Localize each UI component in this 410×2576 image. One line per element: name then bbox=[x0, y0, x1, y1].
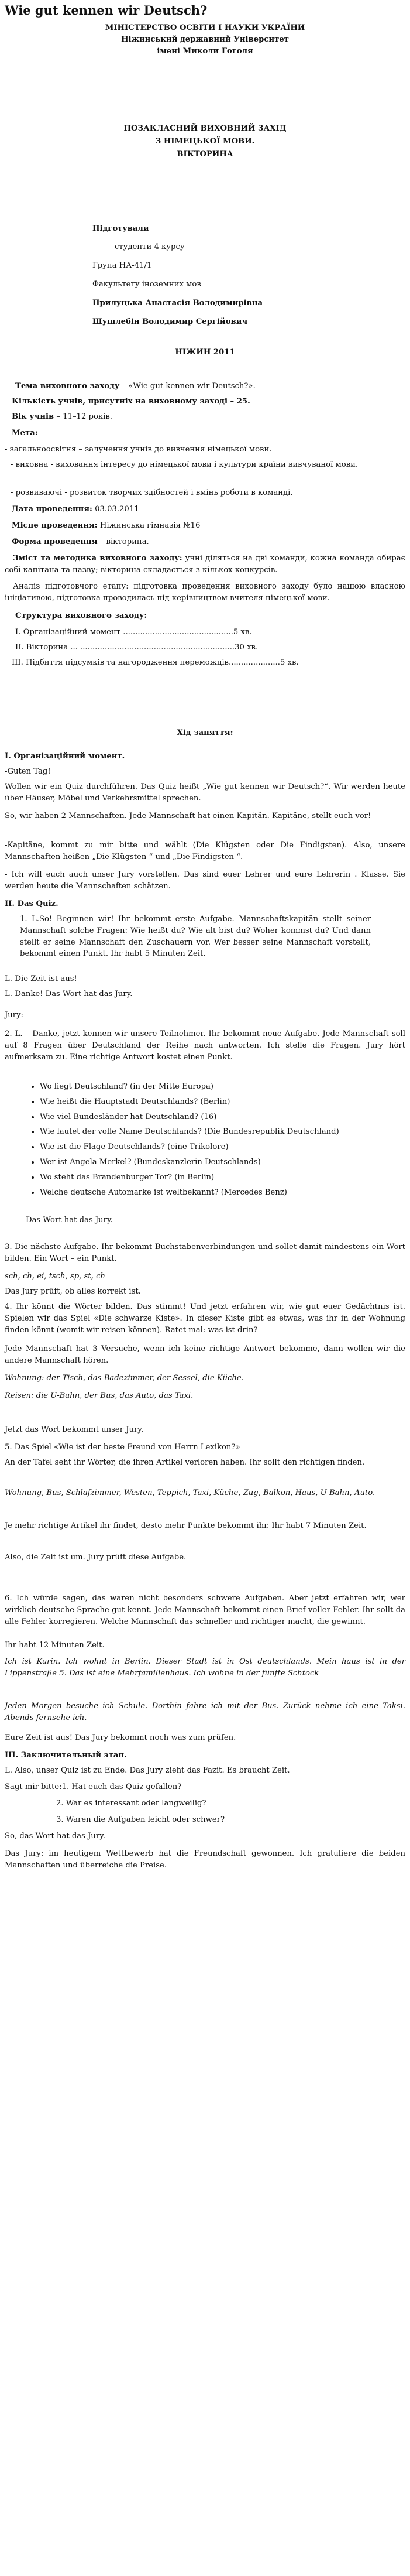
document-title: Wie gut kennen wir Deutsch? bbox=[5, 3, 208, 18]
paragraph-quiz-intro: Wollen wir ein Quiz durchführen. Das Quiz heißt „Wie gut kennen wir Deutsch?“. Wir werden heute über Häuser, Möbel und Verkehrsmittel sprechen. bbox=[5, 782, 405, 803]
list-item: • Wer ist Angela Merkel? (Bundeskanzlerin Deutschlands) bbox=[40, 1157, 405, 1168]
author-1: Прилуцька Анастасія Володимирівна bbox=[92, 299, 263, 307]
task-5-points: Je mehr richtige Artikel ihr findet, desto mehr Punkte bekommt ihr. Ihr habt 7 Minuten Zeit. bbox=[5, 1521, 367, 1530]
task-4: 4. Ihr könnt die Wörter bilden. Das stimmt! Und jetzt erfahren wir, wie gut euer Gedächtnis ist. Spielen wir das Spiel «Die schwarze Kiste». In dieser Kiste gibt es etwas, was ihr in der Wohnung finden könnt (womit wir reisen können). Ratet mal: was ist drin? bbox=[5, 1302, 405, 1335]
students-year: студенти 4 курсу bbox=[115, 242, 185, 251]
aims-label: Мета: bbox=[12, 429, 38, 437]
jury-word-line-2: Das Wort hat das Jury. bbox=[26, 1216, 113, 1224]
date-line: Дата проведення: 03.03.2011 bbox=[12, 505, 139, 514]
section-2-title: ІІ. Das Quiz. bbox=[5, 899, 58, 908]
list-item: • Wie heißt die Hauptstadt Deutschlands? (Berlin) bbox=[40, 1096, 405, 1108]
aim-educational: - виховна - виховання інтересу до німецької мови і культури країни вивчуваної мови. bbox=[11, 460, 359, 469]
final-question-3: 3. Waren die Aufgaben leicht oder schwer? bbox=[56, 1815, 225, 1824]
final-jury-word: So, das Wort hat das Jury. bbox=[5, 1832, 106, 1841]
final-question-2: 2. War es interessant oder langweilig? bbox=[56, 1799, 206, 1808]
course-title: Хід заняття: bbox=[177, 728, 233, 737]
age-line: Вік учнів – 11–12 років. bbox=[12, 412, 112, 421]
list-item: • Wie ist die Flage Deutschlands? (eine Trikolore) bbox=[40, 1141, 405, 1153]
task-6-time-up: Eure Zeit ist aus! Das Jury bekommt noch was zum prüfen. bbox=[5, 1733, 236, 1742]
event-title-line3: ВІКТОРИНА bbox=[177, 150, 233, 159]
author-2: Шушлебін Володимир Сергійович bbox=[92, 317, 248, 326]
structure-item-2: ІІ. Вікторина ... ...............................................................30 хв. bbox=[15, 643, 259, 652]
university-heading: Ніжинський державний Університет bbox=[121, 35, 289, 44]
time-up-line: L.-Die Zeit ist aus! bbox=[5, 974, 77, 983]
list-item: • Wo liegt Deutschland? (in der Mitte Europa) bbox=[40, 1081, 405, 1093]
word-list: Wohnung, Bus, Schlafzimmer, Westen, Teppich, Taxi, Küche, Zug, Balkon, Haus, U-Bahn, Auto. bbox=[5, 1489, 375, 1497]
list-item: • Welche deutsche Automarke ist weltbekannt? (Mercedes Benz) bbox=[40, 1187, 405, 1199]
final-question-1: Sagt mir bitte:1. Hat euch das Quiz gefallen? bbox=[5, 1783, 182, 1791]
greeting-line: -Guten Tag! bbox=[5, 767, 51, 776]
ministry-heading: МІНІСТЕРСТВО ОСВІТИ І НАУКИ УКРАЇНИ bbox=[105, 23, 305, 32]
aim-developmental: - розвиваючі - розвиток творчих здібностей і вмінь роботи в команді. bbox=[11, 488, 293, 497]
task-4-attempts: Jede Mannschaft hat 3 Versuche, wenn ich keine richtige Antwort bekomme, dann wollen wir die andere Mannschaft hören. bbox=[5, 1345, 405, 1365]
university-named-after: імені Миколи Гоголя bbox=[157, 47, 253, 56]
prepared-by-label: Підготували bbox=[92, 224, 149, 233]
paragraph-captains: -Kapitäne, kommt zu mir bitte und wählt (Die Klügsten oder Die Findigsten). Also, unsere Mannschaften heißen „Die Klügsten “ und „Die Findigsten “. bbox=[5, 841, 405, 861]
jury-check-line: Das Jury prüft, ob alles korrekt ist. bbox=[5, 1287, 141, 1296]
analysis-paragraph: Аналіз підготовчого етапу: підготовка проведення виховного заходу було нашою власною ініціативою, підготовка проводилась під керівництвом вчителя німецької мови. bbox=[5, 582, 405, 603]
task-5: 5. Das Spiel «Wie ist der beste Freund von Herrn Lexikon?» bbox=[5, 1443, 240, 1452]
topic-line: Тема виховного заходу – «Wie gut kennen wir Deutsch?». bbox=[15, 382, 256, 391]
task-5-description: An der Tafel seht ihr Wörter, die ihren Artikel verloren haben. Ihr sollt den richtigen finden. bbox=[5, 1458, 365, 1467]
jury-points-line: Jetzt das Wort bekommt unser Jury. bbox=[5, 1425, 144, 1434]
section-3-title: ІІІ. Заключительный этап. bbox=[5, 1751, 127, 1760]
list-item: • Wie viel Bundesländer hat Deutschland? (16) bbox=[40, 1111, 405, 1123]
paragraph-jury-intro: - Ich will euch auch unser Jury vorstellen. Das sind euer Lehrer und eure Lehrerin . Klasse. Sie werden heute die Mannschaften schätzen. bbox=[5, 870, 405, 891]
structure-item-3: ІІІ. Підбиття підсумків та нагородження переможців.....................5 хв. bbox=[12, 658, 299, 667]
group-name: Група НА-41/1 bbox=[92, 261, 152, 270]
answers-travel: Reisen: die U-Bahn, der Bus, das Auto, das Taxi. bbox=[5, 1391, 194, 1400]
form-line: Форма проведення – вікторина. bbox=[12, 538, 149, 546]
task-1: 1. L.So! Beginnen wir! Ihr bekommt erste Aufgabe. Mannschaftskapitän stellt seiner Mannschaft solche Fragen: Wie heißt du? Wie alt bist du? Woher kommst du? Und dann stellt er seine Mannschaft den Zuschauern vor. Wer besser seine Mannschaft vorstellt, bekommt einen Punkt. Ihr habt 5 Minuten Zeit. bbox=[20, 915, 371, 959]
jury-label: Jury: bbox=[5, 1011, 23, 1020]
task-2: 2. L. – Danke, jetzt kennen wir unsere Teilnehmer. Ihr bekommt neue Aufgabe. Jede Mannschaft soll auf 8 Fragen über Deutschland der Reihe nach antworten. Ich stelle die Fragen. Jury hört aufmerksam zu. Eine richtige Antwort kostet einen Punkt. bbox=[5, 1029, 405, 1062]
task-6-time: Ihr habt 12 Minuten Zeit. bbox=[5, 1641, 105, 1650]
section-1-title: І. Організаційний момент. bbox=[5, 752, 125, 761]
final-jury-result: Das Jury: im heutigem Wettbewerb hat die Freundschaft gewonnen. Ich gratuliere die beiden Mannschaften und überreiche die Preise. bbox=[5, 1849, 405, 1870]
faculty-name: Факультету іноземних мов bbox=[92, 280, 201, 289]
structure-item-1: І. Організаційний момент .............................................5 хв. bbox=[15, 628, 252, 637]
place-line: Місце проведення: Ніжинська гімназія №16 bbox=[12, 521, 201, 530]
task-6: 6. Ich würde sagen, das waren nicht besonders schwere Aufgaben. Aber jetzt erfahren wir, wer wirklich deutsche Sprache gut kennt. Jede Mannschaft bekommt einen Brief voller Fehler. Ihr sollt da alle Fehler korregieren. Welche Mannschaft das schneller und richtiger macht, die gewinnt. bbox=[5, 1594, 405, 1626]
event-title-line2: З НІМЕЦЬКОЇ МОВИ. bbox=[155, 137, 255, 146]
task-3: 3. Die nächste Aufgabe. Ihr bekommt Buchstabenverbindungen und sollet damit mindestens ein Wort bilden. Ein Wort – ein Punkt. bbox=[5, 1243, 405, 1263]
pupils-line: Кількість учнів, присутніх на виховному заході – 25. bbox=[12, 397, 250, 406]
city-year: НІЖИН 2011 bbox=[175, 348, 235, 357]
questions-list bbox=[5, 1081, 405, 1202]
aim-general: - загальноосвітня – залучення учнів до вивчення німецької мови. bbox=[5, 445, 272, 454]
content-method-paragraph: Зміст та методика виховного заходу: учні діляться на дві команди, кожна команда обирає собі капітана та назву; вікторина складається з кількох конкурсів. bbox=[5, 554, 405, 574]
list-item: • Wie lautet der volle Name Deutschlands? (Die Bundesrepublik Deutschland) bbox=[40, 1126, 405, 1138]
error-letter-part-1: Ich ist Karin. Ich wohnt in Berlin. Dieser Stadt ist in Ost deutschlands. Mein haus ist in der Lippenstraße 5. Das ist eine Mehrfamilienhaus. Ich wohne in der fünfte Schtock bbox=[5, 1657, 405, 1678]
jury-word-line: L.-Danke! Das Wort hat das Jury. bbox=[5, 990, 133, 998]
event-title-line1: ПОЗАКЛАСНИЙ ВИХОВНИЙ ЗАХІД bbox=[123, 124, 287, 133]
task-5-time-up: Also, die Zeit ist um. Jury prüft diese Aufgabe. bbox=[5, 1553, 187, 1562]
list-item: • Wo steht das Brandenburger Tor? (in Berlin) bbox=[40, 1172, 405, 1183]
error-letter-part-2: Jeden Morgen besuche ich Schule. Dorthin fahre ich mit der Bus. Zurück nehme ich eine Taksi. Abends fernsehe ich. bbox=[5, 1702, 405, 1722]
final-line-1: L. Also, unser Quiz ist zu Ende. Das Jury zieht das Fazit. Es braucht Zeit. bbox=[5, 1766, 290, 1775]
answers-apartment: Wohnung: der Tisch, das Badezimmer, der Sessel, die Küche. bbox=[5, 1374, 244, 1383]
paragraph-teams: So, wir haben 2 Mannschaften. Jede Mannschaft hat einen Kapitän. Kapitäne, stellt euch vor! bbox=[5, 812, 371, 820]
letter-combinations: sch, ch, ei, tsch, sp, st, ch bbox=[5, 1272, 105, 1281]
structure-label: Структура виховного заходу: bbox=[15, 611, 147, 620]
